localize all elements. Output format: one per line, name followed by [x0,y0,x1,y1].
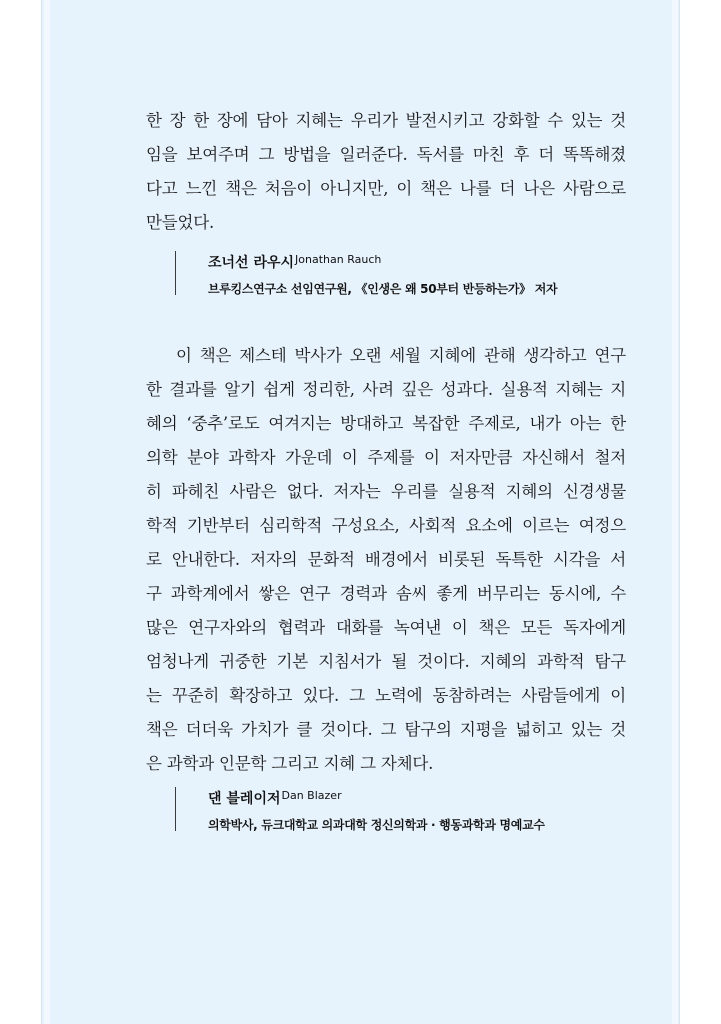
attribution-2 [175,787,545,831]
quote-line: 임을 보여주며 그 방법을 일러준다. 독서를 마친 후 더 똑똑해졌 [146,145,626,164]
author-title: 의학박사, 듀크대학교 의과대학 정신의학과 · 행동과학과 명예교수 [208,818,545,832]
quote-line: 다고 느낀 책은 처음이 아니지만, 이 책은 나를 더 나은 사람으로 [146,179,626,198]
quote-line: 책은 더더욱 가치가 클 것이다. 그 탐구의 지평을 넓히고 있는 것 [146,720,626,739]
quote-line: 히 파헤친 사람은 없다. 저자는 우리를 실용적 지혜의 신경생물 [146,482,626,501]
author-name-latin: Dan Blazer [281,789,342,802]
quote-line: 한 장 한 장에 담아 지혜는 우리가 발전시키고 강화할 수 있는 것 [146,111,626,130]
quote-line: 한 결과를 알기 쉽게 정리한, 사려 깊은 성과다. 실용적 지혜는 지 [146,380,626,399]
quote-line: 은 과학과 인문학 그리고 지혜 그 자체다. [146,754,434,773]
endorsement-quote-2 [146,339,626,781]
author-title: 브루킹스연구소 선임연구원, 《인생은 왜 50부터 반등하는가》 저자 [208,282,558,296]
author-name-korean: 댄 블레이저 [208,791,281,807]
quote-line: 많은 연구자와의 협력과 대화를 녹여낸 이 책은 모든 독자에게 [146,618,626,637]
author-name-korean: 조너선 라우시 [208,255,295,271]
quote-line: 이 책은 제스테 박사가 오랜 세월 지혜에 관해 생각하고 연구 [176,346,626,365]
quote-line: 엄청나게 귀중한 기본 지침서가 될 것이다. 지혜의 과학적 탐구 [146,652,626,671]
author-name [208,251,557,272]
quote-line: 로 안내한다. 저자의 문화적 배경에서 비롯된 독특한 시각을 서 [146,550,626,569]
quote-line: 혜의 ‘중추’로도 여겨지는 방대하고 복잡한 주제로, 내가 아는 한 [146,414,626,433]
author-name [208,787,545,808]
endorsement-quote-1 [146,104,626,240]
page-edge-left [44,0,50,1024]
quote-line: 구 과학계에서 쌓은 연구 경력과 솜씨 좋게 버무리는 동시에, 수 [146,584,626,603]
author-name-latin: Jonathan Rauch [295,253,382,266]
page-edge-right [672,0,678,1024]
quote-line: 만들었다. [146,213,215,232]
quote-line: 는 꾸준히 확장하고 있다. 그 노력에 동참하려는 사람들에게 이 [146,686,626,705]
quote-line: 학적 기반부터 심리학적 구성요소, 사회적 요소에 이르는 여정으 [146,516,626,535]
quote-line: 의학 분야 과학자 가운데 이 주제를 이 저자만큼 자신해서 철저 [146,448,626,467]
attribution-1 [175,251,557,295]
